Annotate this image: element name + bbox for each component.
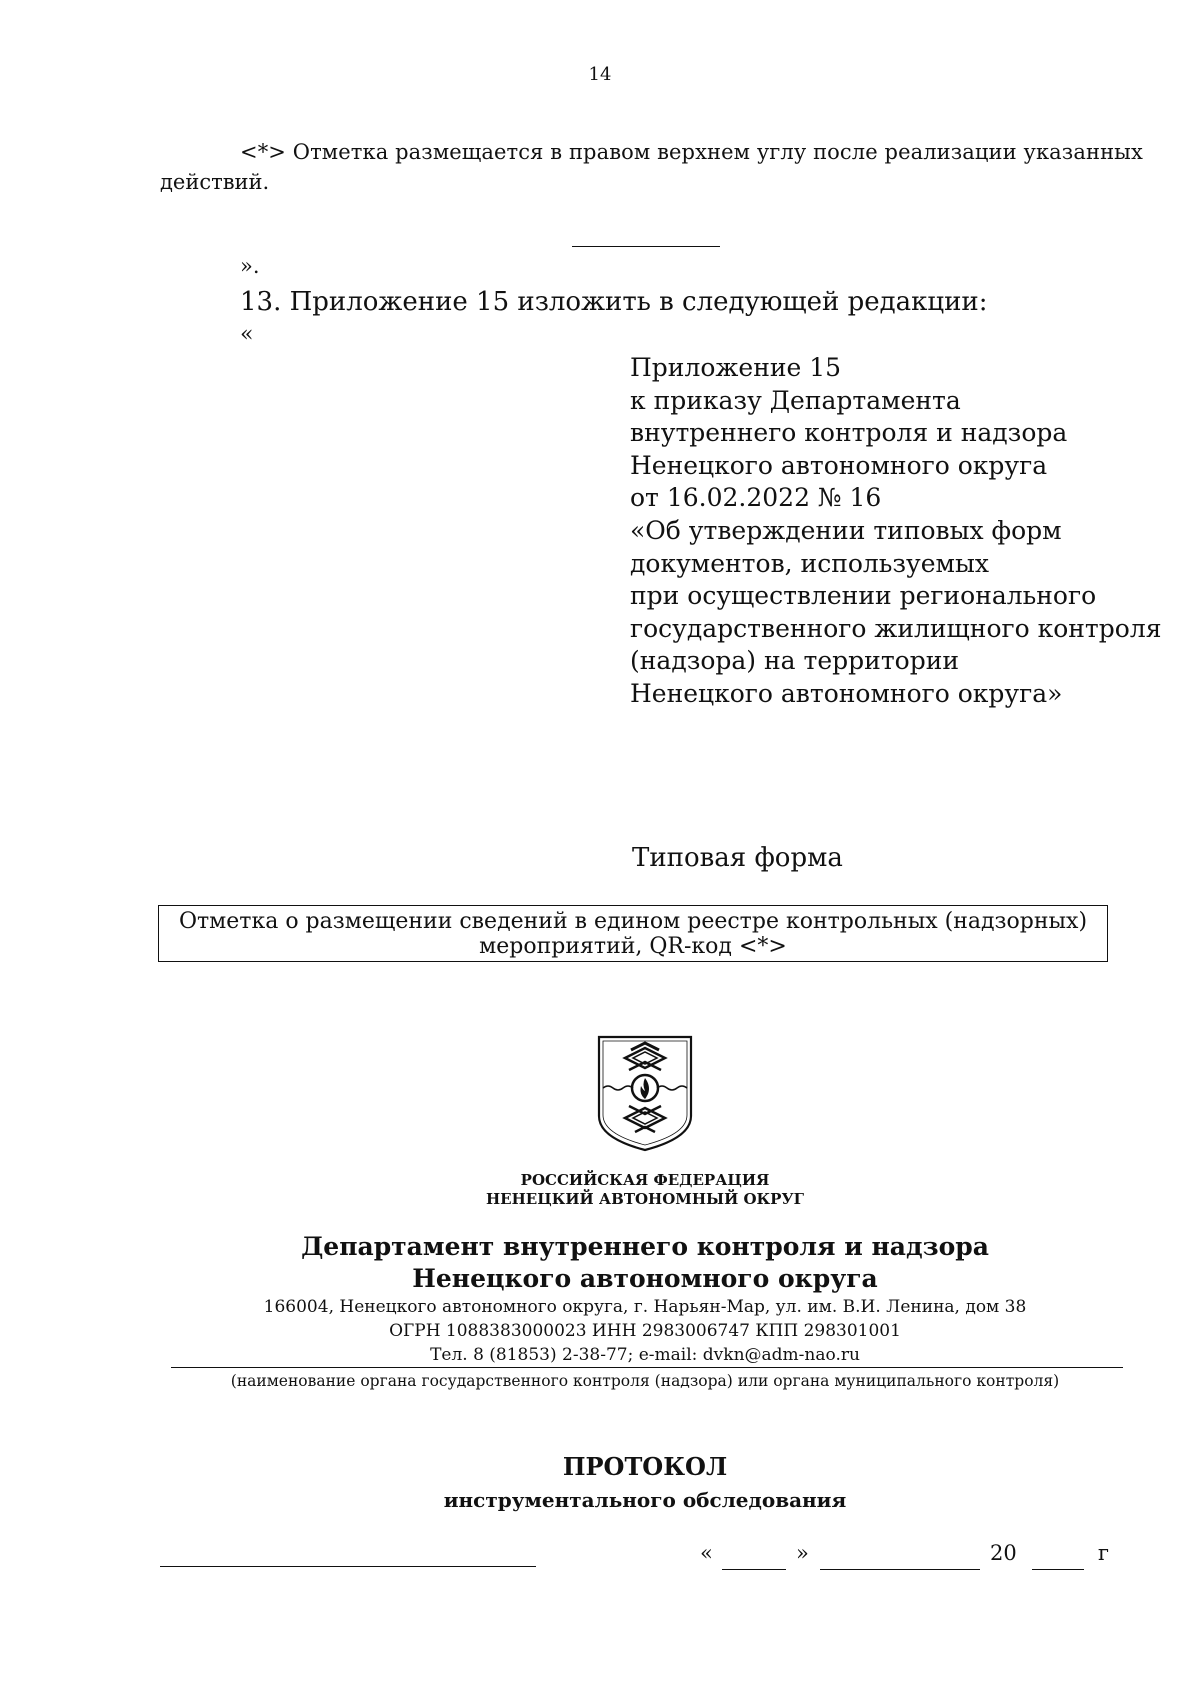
appendix-reference bbox=[630, 352, 1161, 711]
place-blank-line bbox=[160, 1566, 536, 1567]
registration-line: ОГРН 1088383000023 ИНН 2983006747 КПП 298301001 bbox=[389, 1321, 901, 1341]
closing-quote: ». bbox=[240, 254, 260, 278]
appendix-line: внутреннего контроля и надзора bbox=[630, 418, 1068, 448]
country-name: РОССИЙСКАЯ ФЕДЕРАЦИЯ bbox=[520, 1171, 770, 1189]
department-address bbox=[0, 1295, 1200, 1367]
appendix-line: к приказу Департамента bbox=[630, 385, 961, 415]
department-title bbox=[0, 1231, 1200, 1295]
appendix-line: документов, используемых bbox=[630, 548, 989, 578]
appendix-line: (надзора) на территории bbox=[630, 646, 960, 676]
year-blank-line bbox=[1032, 1569, 1084, 1570]
qr-box-line: Отметка о размещении сведений в едином реестре контрольных (надзорных) bbox=[178, 909, 1088, 934]
coat-of-arms-icon bbox=[595, 1034, 695, 1152]
department-title-line: Ненецкого автономного округа bbox=[412, 1264, 878, 1293]
amendment-item-13: 13. Приложение 15 изложить в следующей редакции: bbox=[240, 287, 988, 317]
protocol-subtitle: инструментального обследования bbox=[443, 1488, 847, 1512]
separator-line bbox=[572, 246, 720, 247]
form-label: Типовая форма bbox=[632, 843, 843, 873]
qr-registry-box bbox=[158, 905, 1108, 962]
appendix-line: государственного жилищного контроля bbox=[630, 613, 1162, 643]
footnote-text: <*> Отметка размещается в правом верхнем углу после реализации указанных bbox=[240, 140, 1143, 164]
appendix-line: Ненецкого автономного округа bbox=[630, 450, 1048, 480]
date-close-quote: » bbox=[796, 1541, 809, 1565]
authority-caption: (наименование органа государственного контроля (надзора) или органа муниципального контроля) bbox=[230, 1372, 1060, 1390]
contacts-line: Тел. 8 (81853) 2-38-77; e-mail: dvkn@adm-nao.ru bbox=[430, 1345, 860, 1365]
protocol-title: ПРОТОКОЛ bbox=[562, 1452, 728, 1481]
day-blank-line bbox=[722, 1569, 786, 1570]
page-number: 14 bbox=[588, 64, 612, 85]
header-rule bbox=[171, 1367, 1123, 1368]
country-heading bbox=[0, 1171, 1200, 1209]
year-prefix: 20 bbox=[990, 1541, 1017, 1565]
opening-quote: « bbox=[240, 322, 254, 347]
year-suffix: г bbox=[1098, 1541, 1110, 1565]
qr-box-line: мероприятий, QR-код <*> bbox=[479, 934, 787, 959]
appendix-line: Приложение 15 bbox=[630, 353, 842, 382]
footnote-text-continued: действий. bbox=[160, 170, 270, 194]
appendix-line: от 16.02.2022 № 16 bbox=[630, 483, 882, 513]
appendix-line: при осуществлении регионального bbox=[630, 581, 1097, 611]
department-title-line: Департамент внутреннего контроля и надзора bbox=[301, 1232, 989, 1261]
address-line: 166004, Ненецкого автономного округа, г. Нарьян-Мар, ул. им. В.И. Ленина, дом 38 bbox=[263, 1297, 1027, 1317]
month-blank-line bbox=[820, 1569, 980, 1570]
region-name: НЕНЕЦКИЙ АВТОНОМНЫЙ ОКРУГ bbox=[486, 1190, 804, 1208]
date-open-quote: « bbox=[700, 1541, 713, 1565]
appendix-line: «Об утверждении типовых форм bbox=[630, 515, 1062, 545]
appendix-line: Ненецкого автономного округа» bbox=[630, 678, 1063, 708]
